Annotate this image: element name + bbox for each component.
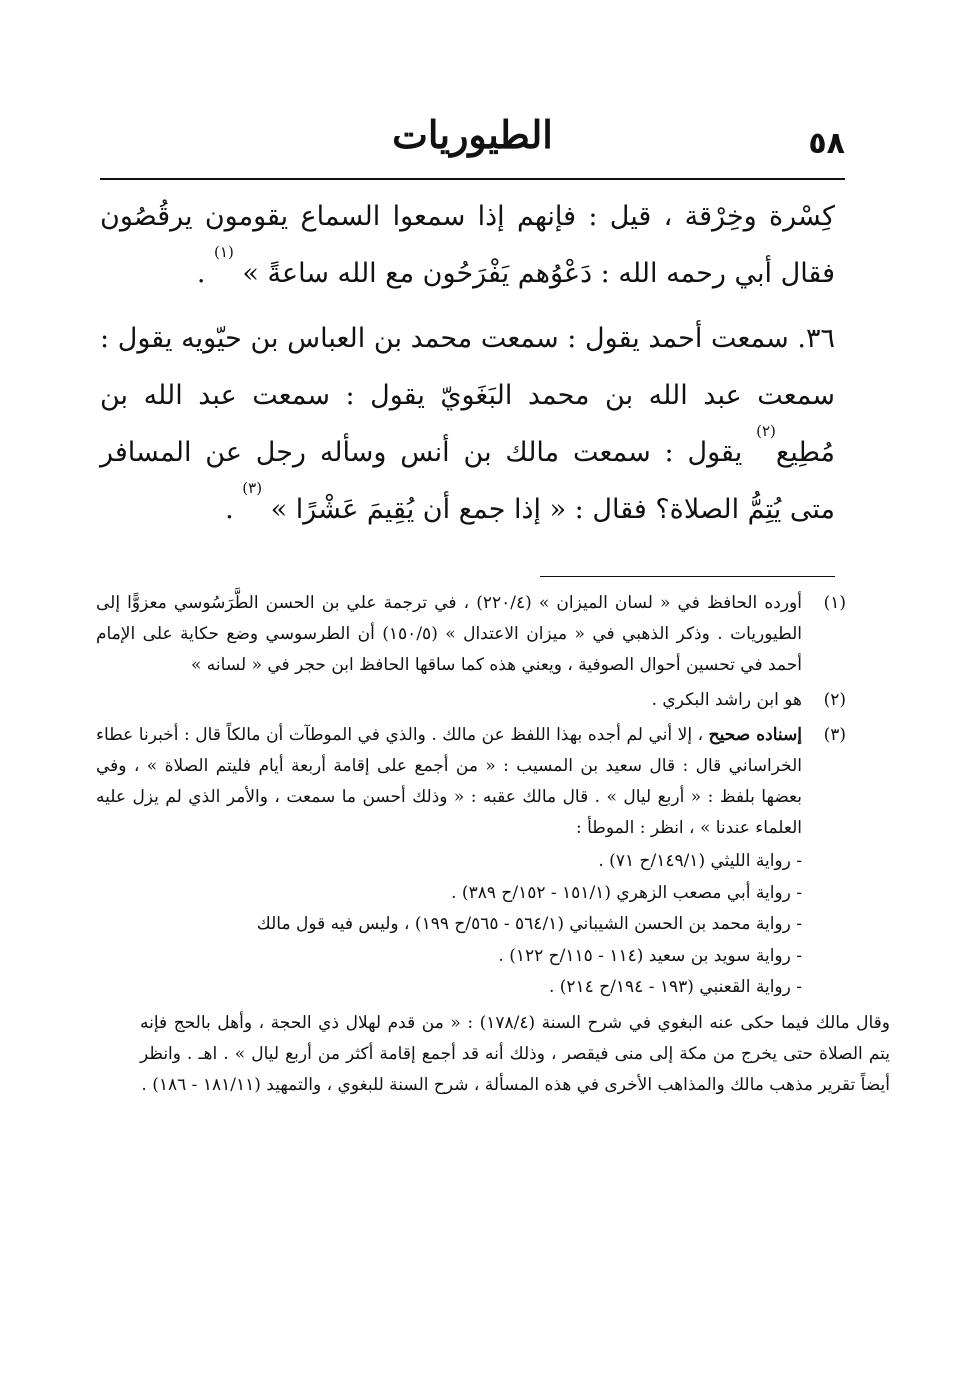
hadith-36-text-b: يقول : سمعت مالك بن أنس وسأله رجل عن المسافر متى يُتِمُّ الصلاة؟ فقال : « إذا جمع أن يُقِيمَ عَشْرًا » [100,437,835,525]
hadith-36-text-a: سمعت أحمد يقول : سمعت محمد بن العباس بن حيّويه يقول : سمعت عبد الله بن محمد البَغَويّ يقول : سمعت عبد الله بن مُطِيع [100,323,835,468]
continued-paragraph-text: كِسْرة وخِرْقة ، قيل : فإنهم إذا سمعوا السماع يقومون يرقُصُون فقال أبي رحمه الله : دَعْوُهم يَفْرَحُون مع الله ساعةً » [100,201,835,289]
running-title: الطيوريات [392,112,553,157]
list-item: - رواية محمد بن الحسن الشيباني (٥٦٤/١ - ٥٦٥/ح ١٩٩) ، وليس فيه قول مالك [256,914,802,934]
footnote-3-closing-text: وقال مالك فيما حكى عنه البغوي في شرح السنة (١٧٨/٤) : « من قدم لهلال ذي الحجة ، وأهل بالحج فإنه يتم الصلاة حتى يخرج من مكة إلى منى فيقصر ، وذلك أنه قد أجمع إقامة أكثر من أربع ليال » . اهـ . وانظر أيضاً تقرير مذهب مالك والمذاهب الأخرى في هذه المسألة ، شرح السنة للبغوي ، والتمهيد (١٨١/١١ - ١٨٦) . [140,1012,890,1095]
riwayat-list [96,846,802,1004]
hadith-36 [100,310,835,538]
footnote-3-closing [140,1008,890,1101]
page-header [100,112,845,174]
footnote-separator [540,576,835,577]
footnote-marker: (٢) [823,690,846,710]
footnote-text [96,720,802,1004]
list-item: - رواية أبي مصعب الزهري (١٥١/١ - ١٥٢/ح ٣٨٩) . [451,882,802,903]
main-text [100,188,835,538]
footnotes [96,588,890,1101]
list-item: - رواية القعنبي (١٩٣ - ١٩٤/ح ٢١٤) . [548,977,802,997]
header-rule [100,178,845,180]
page-number: ٥٨ [808,126,845,161]
footnote-marker: (١) [823,593,846,613]
footnote-marker: (٣) [823,725,846,745]
footnote-ref-3[interactable]: (٣) [242,479,263,497]
continued-paragraph-end: . [196,258,215,289]
list-item: - رواية سويد بن سعيد (١١٤ - ١١٥/ح ١٢٢) . [498,945,802,966]
footnote-1 [96,588,846,681]
isnad-verdict: إسناده صحيح [708,725,802,745]
footnote-text: أورده الحافظ في « لسان الميزان » (٢٢٠/٤) ، في ترجمة علي بن الحسن الطَّرَسُوسي معزوًّا إلى الطيوريات . وذكر الذهبي في « ميزان الاعتدال » (١٥٠/٥) أن الطرسوسي وضع حكاية على الإمام أحمد في تحسين أحوال الصوفية ، ويعني هذه كما ساقها الحافظ ابن حجر في « لسانه » [96,593,802,675]
footnote-ref-1[interactable]: (١) [214,243,234,261]
footnote-3-text: ، إلا أني لم أجده بهذا اللفظ عن مالك . والذي في الموطآت أن مالكاً قال : أخبرنا عطاء الخراساني قال : قال سعيد بن المسيب : « من أجمع على إقامة أربعة أيام فليتم الصلاة » ، وفي بعضها بلفظ : « أربع ليال » . قال مالك عقبه : « وذلك أحسن ما سمعت ، والأمر الذي لم يزل عليه العلماء عندنا » ، انظر : الموطأ : [96,725,802,838]
footnote-2 [96,685,846,716]
footnote-ref-2[interactable]: (٢) [756,422,776,440]
list-item: - رواية الليثي (١٤٩/١/ح ٧١) . [598,851,802,871]
footnote-3 [96,720,846,1004]
continued-paragraph [100,188,835,302]
hadith-number: ٣٦. [797,323,835,354]
hadith-36-end: . [225,494,243,525]
footnote-text: هو ابن راشد البكري . [651,690,802,710]
